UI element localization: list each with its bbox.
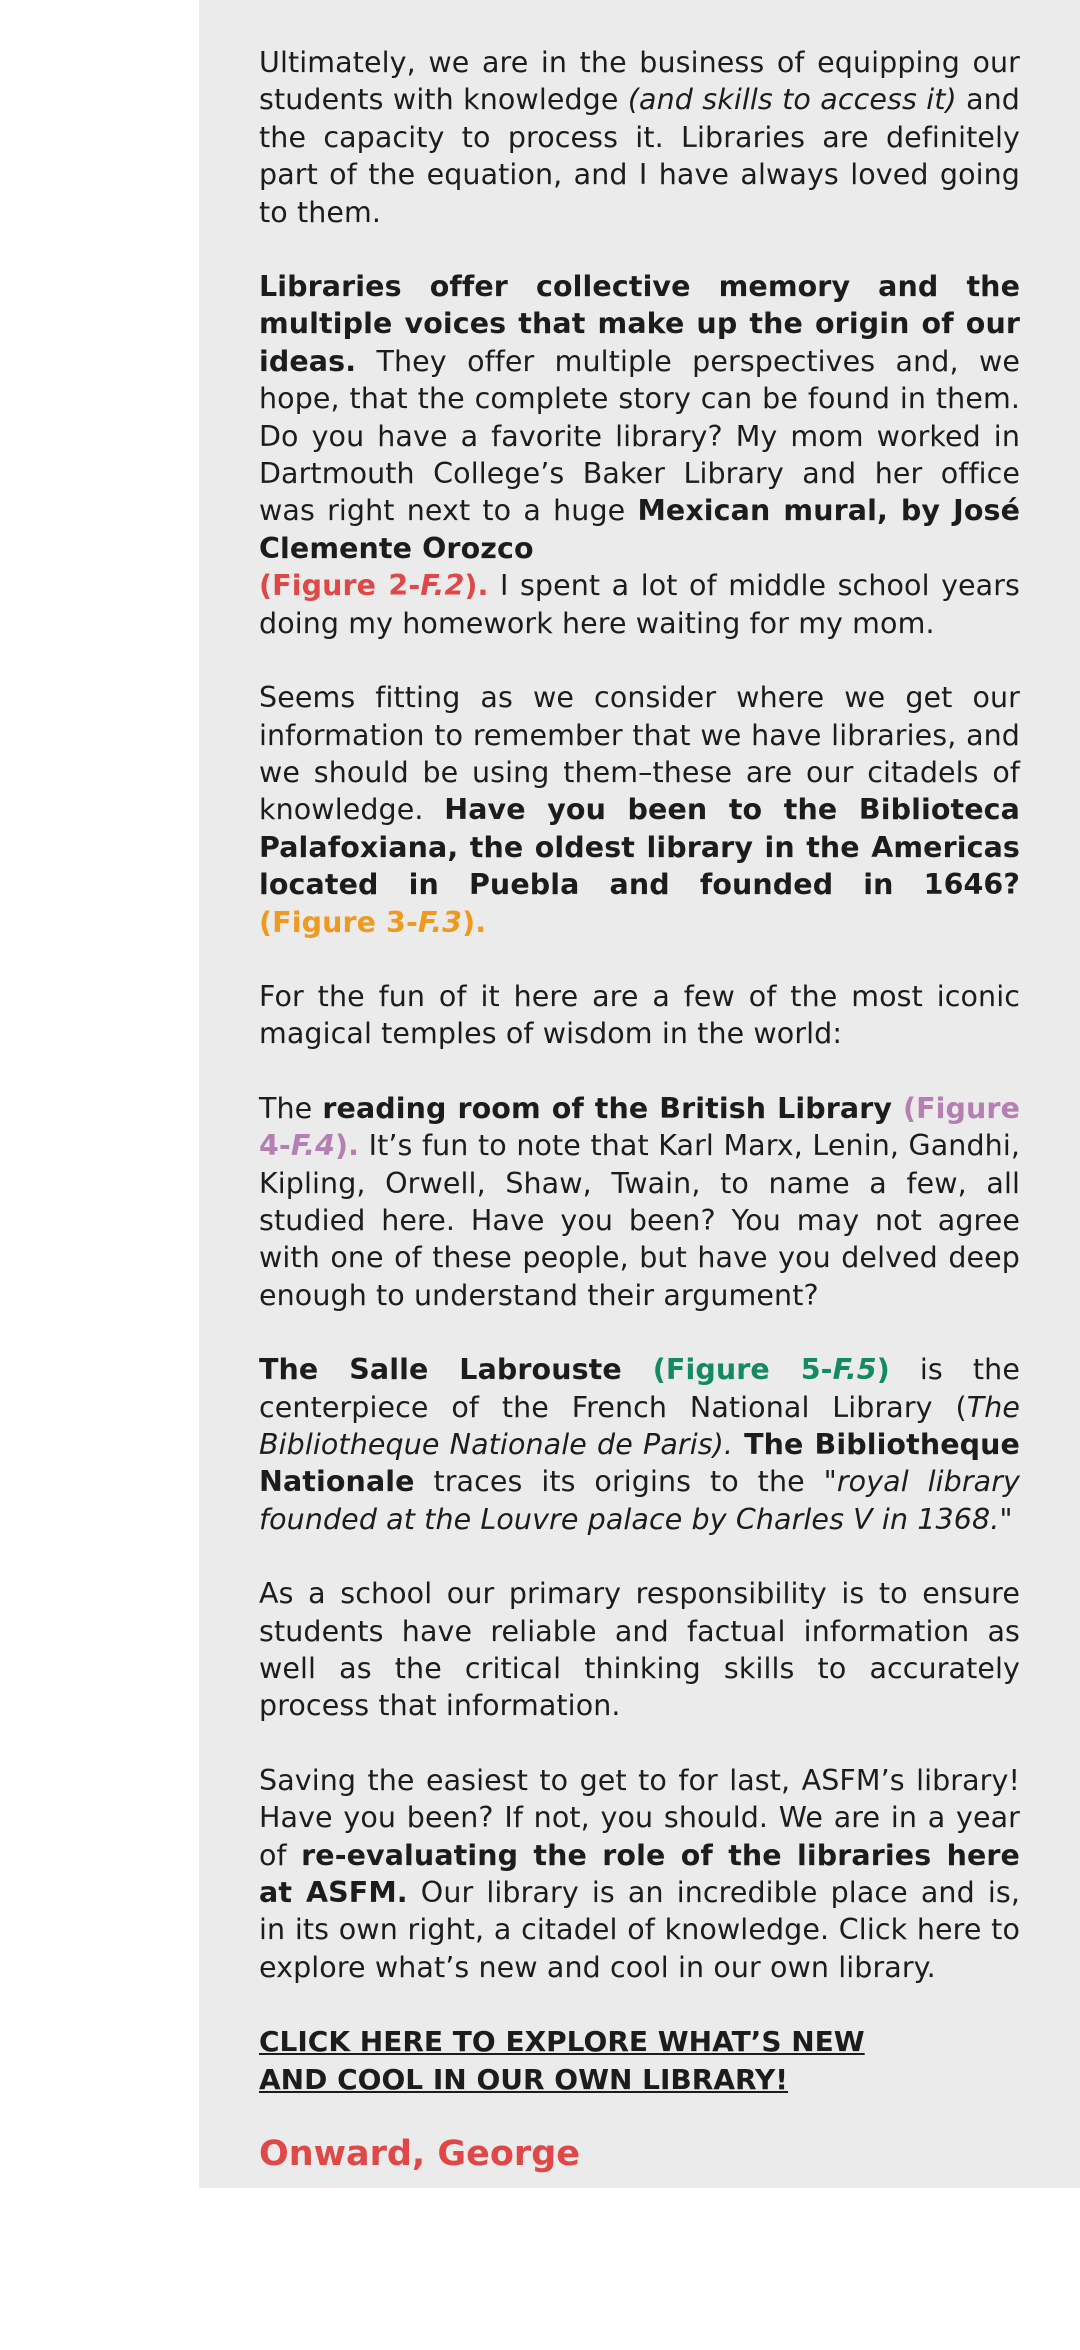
figure-3-reference: (Figure 3-F.3). bbox=[259, 905, 487, 939]
signoff: Onward, George bbox=[259, 2134, 580, 2175]
paragraph-british-library: The reading room of the British Library (Figure 4-F.4). It’s fun to note that Karl Marx, Lenin, Gandhi, Kipling, Orwell, Shaw, Twain, to name a few, all studied here. Have you been? You may not agree with one of these people, but have you delved deep enough to understand their argument? bbox=[259, 1091, 1021, 1312]
paragraph-asfm-library: Saving the easiest to get to for last, ASFM’s library! Have you been? If not, you should. We are in a year of re-evaluating the role of the libraries here at ASFM. Our library is an incredible place and is, in its own right, a citadel of knowledge. Click here to explore what’s new and cool in our own library. bbox=[259, 1763, 1020, 1984]
figure-2-reference: (Figure 2-F.2). bbox=[259, 569, 489, 603]
figure-4-reference: (Figure 4-F.4). bbox=[259, 1091, 1021, 1163]
figure-5-reference: (Figure 5-F.5) bbox=[621, 1353, 890, 1387]
article-panel bbox=[199, 0, 1080, 2188]
explore-library-link[interactable]: CLICK HERE TO EXPLORE WHAT’S NEW AND COOL IN OUR OWN LIBRARY! bbox=[259, 2025, 865, 2096]
paragraph-collective-memory: Libraries offer collective memory and the multiple voices that make up the origin of our ideas. They offer multiple perspectives and, we hope, that the complete story can be found in them. Do you have a favorite library? My mom worked in Dartmouth College’s Baker Library and her office was right next to a huge Mexican mural, by José Clemente Orozco (Figure 2-F.2). I spent a lot of middle school years doing my homework here waiting for my mom. bbox=[259, 270, 1021, 640]
paragraph-salle-labrouste: The Salle Labrouste (Figure 5-F.5) is the centerpiece of the French National Library (The Bibliotheque Nationale de Paris). The Bibliotheque Nationale traces its origins to the "royal library founded at the Louvre palace by Charles V in 1368." bbox=[259, 1353, 1020, 1536]
paragraph-iconic-libraries: For the fun of it here are a few of the most iconic magical temples of wisdom in the world: bbox=[259, 979, 1020, 1051]
paragraph-school-responsibility: As a school our primary responsibility is to ensure students have reliable and factual information as well as the critical thinking skills to accurately process that information. bbox=[259, 1577, 1020, 1723]
paragraph-palafoxiana: Seems fitting as we consider where we get our information to remember that we have libraries, and we should be using them–these are our citadels of knowledge. Have you been to the Biblioteca Palafoxiana, the oldest library in the Americas located in Puebla and founded in 1646? (Figure 3-F.3). bbox=[259, 681, 1020, 939]
article-body bbox=[259, 44, 1020, 2174]
paragraph-intro: Ultimately, we are in the business of equipping our students with knowledge (and skills to access it) and the capacity to process it. Libraries are definitely part of the equation, and I have always loved going to them. bbox=[259, 46, 1020, 229]
